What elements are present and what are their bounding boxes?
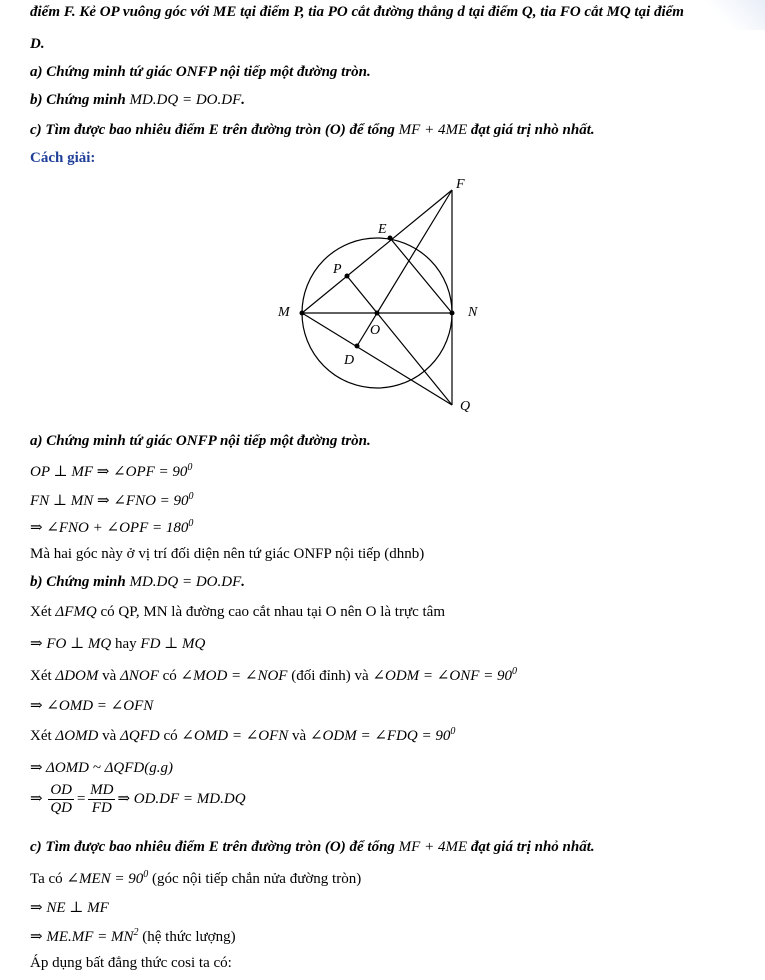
part-b-line-6: ⇒ ΔOMD ~ ΔQFD(g.g) <box>30 760 173 776</box>
part-c-heading-suffix: đạt giá trị nhỏ nhất. <box>467 839 595 855</box>
math: ΔNOF <box>120 668 159 684</box>
part-a-heading: a) Chứng minh tứ giác ONFP nội tiếp một đường tròn. <box>30 433 371 449</box>
part-a-line-3 <box>30 518 193 537</box>
math: ∠MEN = 90 <box>66 871 144 887</box>
text: và <box>98 668 121 684</box>
part-b-heading-suffix: . <box>241 574 245 590</box>
text: và <box>288 728 310 744</box>
part-a-line-3-text: ⇒ ∠FNO + ∠OPF = 180 <box>30 520 189 536</box>
degree-sup: 0 <box>188 518 194 529</box>
question-c-suffix: đạt giá trị nhò nhất. <box>467 122 595 138</box>
fraction-od-qd <box>48 782 74 817</box>
label-d: D <box>344 353 355 368</box>
part-c-line-4: Áp dụng bất đẳng thức cosi ta có: <box>30 955 232 971</box>
part-b-heading-prefix: b) Chứng minh <box>30 574 130 590</box>
part-a-line-4: Mà hai góc này ở vị trí đối diện nên tứ giác ONFP nội tiếp (dhnb) <box>30 546 425 562</box>
label-m: M <box>278 305 290 320</box>
degree-sup: 0 <box>450 726 456 737</box>
problem-intro: điểm F. Kẻ OP vuông góc với ME tại điểm P, tia PO cắt đường thẳng d tại điểm Q, tia FO cắt MQ tại điểm <box>30 4 684 20</box>
text: Xét <box>30 728 56 744</box>
text: và <box>98 728 121 744</box>
text: Xét <box>30 604 56 620</box>
geometry-figure <box>0 0 765 430</box>
part-c-line-1 <box>30 869 361 888</box>
part-a-line-1-text: OP ⊥ MF ⇒ ∠OPF = 90 <box>30 464 188 480</box>
segment-mf <box>302 190 452 313</box>
label-o: O <box>370 323 381 338</box>
question-b-prefix: b) Chứng minh <box>30 92 130 108</box>
part-c-line-3 <box>30 927 236 946</box>
part-b-line-4: ⇒ ∠OMD = ∠OFN <box>30 698 154 714</box>
point-m <box>300 311 305 316</box>
math: ΔOMD <box>55 728 99 744</box>
square-sup: 2 <box>133 927 139 938</box>
math: ∠ODM = ∠ONF = 90 <box>372 668 512 684</box>
text: có QP, MN là đường cao cắt nhau tại O nên O là trực tâm <box>96 604 445 620</box>
text: Ta có <box>30 871 67 887</box>
label-q: Q <box>460 399 471 414</box>
part-b-heading <box>30 574 245 591</box>
part-a-line-1 <box>30 462 192 481</box>
text: có <box>158 668 181 684</box>
part-b-line-2 <box>30 634 205 653</box>
text: (hệ thức lượng) <box>138 929 236 945</box>
text: hay <box>111 636 141 652</box>
part-b-line-5 <box>30 726 455 745</box>
fraction-md-fd <box>88 782 115 817</box>
point-e <box>388 236 393 241</box>
math: ΔQFD <box>120 728 160 744</box>
segment-pq <box>347 276 452 405</box>
part-c-line-2: ⇒ NE ⊥ MF <box>30 900 109 916</box>
result: ⇒ OD.DF = MD.DQ <box>117 790 246 807</box>
degree-sup: 0 <box>187 462 193 473</box>
denominator: QD <box>50 800 72 816</box>
degree-sup: 0 <box>512 666 517 677</box>
problem-intro-2: D. <box>30 36 45 52</box>
math: FD ⊥ MQ <box>140 636 206 652</box>
label-n: N <box>468 305 478 320</box>
point-d <box>355 344 360 349</box>
equals: = <box>76 790 87 807</box>
text: (góc nội tiếp chắn nửa đường tròn) <box>148 871 362 887</box>
math: ⇒ FO ⊥ MQ <box>30 636 112 652</box>
math: ΔDOM <box>55 668 99 684</box>
math: ∠OMD = ∠OFN <box>181 728 289 744</box>
math: ΔFMQ <box>55 604 97 620</box>
implies: ⇒ <box>30 790 43 807</box>
part-c-heading <box>30 839 595 856</box>
label-e: E <box>378 222 387 237</box>
point-n <box>450 311 455 316</box>
label-f: F <box>456 177 465 192</box>
point-p <box>345 274 350 279</box>
numerator: OD <box>50 782 72 798</box>
part-b-line-3 <box>30 666 517 685</box>
part-a-line-2 <box>30 491 194 510</box>
text: (đối đỉnh) và <box>287 668 373 684</box>
degree-sup: 0 <box>188 491 194 502</box>
question-c-math: MF + 4ME <box>398 122 468 138</box>
part-a-line-2-text: FN ⊥ MN ⇒ ∠FNO = 90 <box>30 493 189 509</box>
question-a: a) Chứng minh tứ giác ONFP nội tiếp một đường tròn. <box>30 64 371 80</box>
text: có <box>159 728 182 744</box>
degree-sup: 0 <box>143 869 149 880</box>
point-o <box>375 311 380 316</box>
math: ∠ODM = ∠FDQ = 90 <box>309 728 451 744</box>
label-p: P <box>333 262 342 277</box>
question-c-prefix: c) Tìm được bao nhiêu điểm E trên đường tròn (O) để tổng <box>30 122 399 138</box>
part-b-line-7 <box>30 782 246 817</box>
denominator: FD <box>91 800 112 816</box>
text: Xét <box>30 668 56 684</box>
part-b-heading-math: MD.DQ = DO.DF <box>129 574 242 590</box>
question-b-suffix: . <box>241 92 245 108</box>
math: ⇒ ME.MF = MN <box>30 929 134 945</box>
part-c-heading-prefix: c) Tìm được bao nhiêu điểm E trên đường tròn (O) để tổng <box>30 839 399 855</box>
numerator: MD <box>90 782 114 798</box>
part-b-line-1 <box>30 604 445 621</box>
solution-heading: Cách giải: <box>30 150 96 166</box>
part-c-heading-math: MF + 4ME <box>398 839 468 855</box>
question-b-math: MD.DQ = DO.DF <box>129 92 242 108</box>
math: ∠MOD = ∠NOF <box>180 668 288 684</box>
